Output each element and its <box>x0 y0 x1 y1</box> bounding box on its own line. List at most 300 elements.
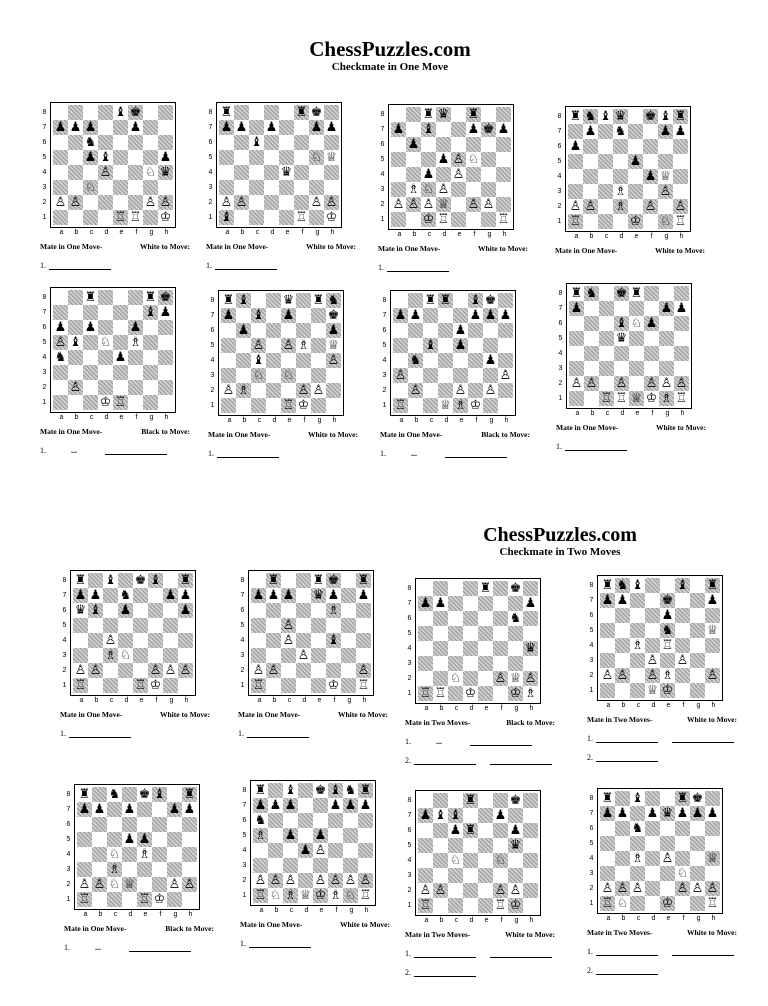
board-square <box>268 843 283 858</box>
board-square <box>393 308 408 323</box>
chess-diagram <box>60 570 210 704</box>
board-square <box>448 686 463 701</box>
board-square <box>53 290 68 305</box>
file-label: b <box>589 233 594 240</box>
board-square <box>423 398 438 413</box>
white-piece-icon: ♘ <box>108 847 121 862</box>
answer-blank-field[interactable] <box>105 453 167 455</box>
rank-label: 3 <box>240 652 245 659</box>
rank-label: 5 <box>589 627 594 634</box>
black-piece-icon: ♛ <box>74 603 87 618</box>
answer-blank-field[interactable] <box>596 741 658 743</box>
white-piece-icon: ♙ <box>646 653 659 668</box>
board-square <box>268 858 283 873</box>
board-square <box>167 832 182 847</box>
answer-blank-field[interactable] <box>387 270 449 272</box>
black-piece-icon: ♞ <box>614 124 627 139</box>
answer-blank-field[interactable] <box>470 744 532 746</box>
board-square <box>493 853 508 868</box>
white-piece-icon: ♙ <box>616 881 629 896</box>
white-piece-icon: ♔ <box>661 896 674 911</box>
board-square <box>148 588 163 603</box>
board-square <box>326 338 341 353</box>
board-square <box>152 892 167 907</box>
board-square <box>478 808 493 823</box>
board-square <box>326 633 341 648</box>
board-square <box>118 633 133 648</box>
board-square <box>628 184 643 199</box>
black-piece-icon: ♝ <box>449 808 462 823</box>
board-square <box>236 368 251 383</box>
rank-label: 8 <box>66 791 71 798</box>
board-square <box>583 214 598 229</box>
board-square <box>341 603 356 618</box>
board-square <box>600 668 615 683</box>
board-square <box>264 150 279 165</box>
board-square <box>167 877 182 892</box>
black-piece-icon: ♟ <box>93 802 106 817</box>
board-square <box>463 853 478 868</box>
board-square <box>453 323 468 338</box>
board-square <box>281 633 296 648</box>
answer-blank-field[interactable] <box>445 456 507 458</box>
board-square <box>53 380 68 395</box>
board-square <box>313 888 328 903</box>
board-square <box>643 154 658 169</box>
board-square <box>451 167 466 182</box>
board-square <box>478 611 493 626</box>
board-square <box>77 847 92 862</box>
black-piece-icon: ♜ <box>422 107 435 122</box>
board-square <box>249 165 264 180</box>
board-square <box>178 573 193 588</box>
file-labels <box>74 911 214 918</box>
board-square <box>328 798 343 813</box>
rank-label: 6 <box>42 139 47 146</box>
black-piece-icon: ♟ <box>454 323 467 338</box>
white-piece-icon: ♙ <box>359 873 372 888</box>
board-square <box>615 806 630 821</box>
white-piece-icon: ♙ <box>269 873 282 888</box>
black-piece-icon: ♟ <box>74 588 87 603</box>
white-piece-icon: ♙ <box>93 877 106 892</box>
board-square <box>356 603 371 618</box>
white-piece-icon: ♙ <box>314 873 327 888</box>
rank-labels <box>206 105 215 225</box>
board-square <box>77 832 92 847</box>
answer-blank-field[interactable] <box>565 449 627 451</box>
black-piece-icon: ♞ <box>84 135 97 150</box>
answer-blank-field[interactable] <box>414 763 476 765</box>
rank-label: 3 <box>407 660 412 667</box>
black-piece-icon: ♜ <box>467 107 480 122</box>
rank-label: 6 <box>242 817 247 824</box>
board-square <box>645 638 660 653</box>
black-piece-icon: ♚ <box>327 308 340 323</box>
black-piece-icon: ♟ <box>179 588 192 603</box>
caption-side-to-move: White to Move: <box>687 715 737 724</box>
board-square <box>113 335 128 350</box>
board-square <box>463 656 478 671</box>
white-piece-icon: ♙ <box>69 380 82 395</box>
rank-label: 4 <box>558 350 563 357</box>
board-square <box>264 210 279 225</box>
board-square <box>73 603 88 618</box>
board-square <box>599 301 614 316</box>
board-square <box>645 806 660 821</box>
board-square <box>251 573 266 588</box>
black-piece-icon: ♟ <box>138 832 151 847</box>
file-label: e <box>666 915 671 922</box>
rank-label: 7 <box>407 600 412 607</box>
board-square <box>137 787 152 802</box>
board-square <box>645 866 660 881</box>
board-square <box>600 821 615 836</box>
board-square <box>324 210 339 225</box>
black-piece-icon: ♟ <box>119 603 132 618</box>
board-square <box>152 877 167 892</box>
white-piece-icon: ♙ <box>482 197 495 212</box>
board-square <box>569 316 584 331</box>
black-piece-icon: ♜ <box>312 293 325 308</box>
file-label: g <box>347 697 352 704</box>
board-square <box>122 847 137 862</box>
white-piece-icon: ♗ <box>614 199 627 214</box>
board-square <box>83 105 98 120</box>
black-piece-icon: ♚ <box>134 573 147 588</box>
black-piece-icon: ♚ <box>615 286 628 301</box>
board-square <box>103 573 118 588</box>
white-piece-icon: ♙ <box>357 663 370 678</box>
white-piece-icon: ♗ <box>284 888 297 903</box>
white-piece-icon: ♖ <box>295 210 308 225</box>
board-square <box>158 365 173 380</box>
move-number: 1. <box>40 446 46 455</box>
answer-blank-field[interactable] <box>596 760 658 762</box>
board-square <box>583 169 598 184</box>
board-square <box>88 588 103 603</box>
file-label: g <box>489 417 494 424</box>
answer-blank-field[interactable] <box>490 763 552 765</box>
white-piece-icon: ♙ <box>329 873 342 888</box>
board-square <box>143 350 158 365</box>
white-piece-icon: ♔ <box>629 214 642 229</box>
answer-blank-field[interactable] <box>672 954 734 956</box>
board-square <box>311 618 326 633</box>
board-square <box>583 154 598 169</box>
board-square <box>343 828 358 843</box>
rank-labels <box>587 578 596 698</box>
white-piece-icon: ♙ <box>235 195 248 210</box>
answer-blank-field[interactable] <box>217 456 279 458</box>
answer-blank-field[interactable] <box>414 975 476 977</box>
board-square <box>496 197 511 212</box>
board-square <box>279 165 294 180</box>
board-square <box>468 383 483 398</box>
caption-side-to-move: White to Move: <box>308 430 358 439</box>
board-square <box>613 169 628 184</box>
board-square <box>158 395 173 410</box>
board-square <box>483 398 498 413</box>
board-square <box>583 109 598 124</box>
board-square <box>438 383 453 398</box>
board-square <box>221 398 236 413</box>
answer-lines <box>206 261 356 270</box>
board-square <box>418 838 433 853</box>
board-square <box>644 376 659 391</box>
file-label: d <box>124 697 129 704</box>
answer-blank-field[interactable] <box>69 736 131 738</box>
white-piece-icon: ♙ <box>183 877 196 892</box>
answer-blank-field[interactable] <box>49 268 111 270</box>
board-square <box>98 335 113 350</box>
white-piece-icon: ♙ <box>645 376 658 391</box>
board-square <box>358 798 373 813</box>
puzzle-card <box>238 570 388 748</box>
file-label: h <box>679 233 684 240</box>
board-square <box>478 656 493 671</box>
board-square <box>253 828 268 843</box>
board-square <box>673 139 688 154</box>
black-piece-icon: ♚ <box>310 105 323 120</box>
board-square <box>630 866 645 881</box>
white-piece-icon: ♖ <box>252 678 265 693</box>
board-square <box>158 380 173 395</box>
board-square <box>88 648 103 663</box>
board-square <box>266 588 281 603</box>
board-square <box>705 608 720 623</box>
board-square <box>630 638 645 653</box>
white-piece-icon: ♖ <box>254 888 267 903</box>
rank-label: 8 <box>557 113 562 120</box>
black-piece-icon: ♟ <box>659 124 672 139</box>
white-piece-icon: ♘ <box>630 316 643 331</box>
answer-blank-field[interactable] <box>215 268 277 270</box>
rank-label: 7 <box>42 309 47 316</box>
answer-lines <box>240 939 390 948</box>
board-square <box>599 286 614 301</box>
board-square <box>508 883 523 898</box>
board-frame <box>390 290 516 416</box>
answer-blank-field[interactable] <box>247 736 309 738</box>
board-square <box>615 896 630 911</box>
rank-label: 3 <box>589 870 594 877</box>
board-square <box>98 395 113 410</box>
file-label: h <box>680 410 685 417</box>
file-label: b <box>439 705 444 712</box>
board-square <box>628 124 643 139</box>
answer-blank-field[interactable] <box>672 741 734 743</box>
board-square <box>675 881 690 896</box>
board-square <box>614 361 629 376</box>
board-square <box>178 633 193 648</box>
board-square <box>283 858 298 873</box>
board-square <box>630 806 645 821</box>
white-piece-icon: ♙ <box>54 195 67 210</box>
board-square <box>251 678 266 693</box>
board-square <box>644 346 659 361</box>
board-square <box>436 167 451 182</box>
board-square <box>107 877 122 892</box>
file-labels <box>248 697 388 704</box>
board-square <box>133 678 148 693</box>
board-square <box>598 214 613 229</box>
board-square <box>53 395 68 410</box>
board-square <box>523 641 538 656</box>
answer-blank-field[interactable] <box>596 954 658 956</box>
board-square <box>152 802 167 817</box>
board-frame <box>250 780 376 906</box>
puzzle-caption <box>60 710 210 719</box>
file-label: h <box>504 417 509 424</box>
board-square <box>406 197 421 212</box>
board-square <box>118 618 133 633</box>
board-square <box>658 154 673 169</box>
black-piece-icon: ♟ <box>570 301 583 316</box>
answer-row <box>587 966 737 975</box>
file-label: b <box>242 417 247 424</box>
board-square <box>468 308 483 323</box>
board-square <box>675 608 690 623</box>
board-square <box>83 290 98 305</box>
board-square <box>466 137 481 152</box>
black-piece-icon: ♝ <box>422 122 435 137</box>
board-square <box>73 633 88 648</box>
board-square <box>249 105 264 120</box>
black-piece-icon: ♚ <box>484 293 497 308</box>
answer-blank-field[interactable] <box>414 956 476 958</box>
board-square <box>296 323 311 338</box>
board-square <box>660 593 675 608</box>
white-piece-icon: ♙ <box>159 195 172 210</box>
black-piece-icon: ♞ <box>616 578 629 593</box>
puzzle-caption <box>405 718 555 727</box>
white-piece-icon: ♘ <box>84 180 97 195</box>
file-label: h <box>362 697 367 704</box>
black-piece-icon: ♝ <box>434 808 447 823</box>
black-piece-icon: ♜ <box>706 578 719 593</box>
board-square <box>418 883 433 898</box>
white-piece-icon: ♙ <box>494 671 507 686</box>
puzzle-caption <box>238 710 388 719</box>
board-square <box>498 338 513 353</box>
board-square <box>644 391 659 406</box>
puzzle-card <box>380 290 530 468</box>
board-square <box>674 376 689 391</box>
board-square <box>705 791 720 806</box>
white-piece-icon: ♔ <box>149 678 162 693</box>
board-square <box>406 182 421 197</box>
board-square <box>628 109 643 124</box>
board-square <box>418 626 433 641</box>
black-piece-icon: ♟ <box>484 353 497 368</box>
board-square <box>523 838 538 853</box>
board-square <box>675 668 690 683</box>
board-square <box>178 678 193 693</box>
rank-label: 3 <box>62 652 67 659</box>
white-piece-icon: ♘ <box>676 866 689 881</box>
board-square <box>68 165 83 180</box>
board-square <box>98 180 113 195</box>
board-square <box>393 383 408 398</box>
file-label: h <box>502 231 507 238</box>
black-piece-icon: ♟ <box>329 798 342 813</box>
board-square <box>128 105 143 120</box>
board-square <box>279 180 294 195</box>
file-label: e <box>459 417 464 424</box>
board-square <box>660 851 675 866</box>
white-piece-icon: ♗ <box>138 847 151 862</box>
board-square <box>660 896 675 911</box>
board-square <box>148 618 163 633</box>
caption-mate-type: Mate in One Move- <box>238 710 301 719</box>
board-square <box>645 896 660 911</box>
white-piece-icon: ♙ <box>601 668 614 683</box>
rank-label: 6 <box>407 615 412 622</box>
board-square <box>421 167 436 182</box>
board-frame <box>388 104 514 230</box>
answer-blank-field[interactable] <box>129 950 191 952</box>
board-square <box>167 802 182 817</box>
board-square <box>408 293 423 308</box>
answer-blank-field[interactable] <box>490 956 552 958</box>
file-label: f <box>335 907 338 914</box>
board-square <box>659 361 674 376</box>
board-square <box>629 331 644 346</box>
board-square <box>296 293 311 308</box>
answer-blank-field[interactable] <box>596 973 658 975</box>
board-square <box>433 793 448 808</box>
black-piece-icon: ♝ <box>676 578 689 593</box>
move-number: 1. <box>587 947 593 956</box>
answer-row <box>556 442 706 451</box>
board-square <box>113 165 128 180</box>
black-piece-icon: ♜ <box>220 105 233 120</box>
board-square <box>674 331 689 346</box>
board-square <box>568 154 583 169</box>
board-square <box>296 633 311 648</box>
board-square <box>675 683 690 698</box>
board-square <box>436 197 451 212</box>
black-piece-icon: ♚ <box>644 109 657 124</box>
board-square <box>103 618 118 633</box>
board-square <box>328 828 343 843</box>
chess-diagram <box>40 287 190 421</box>
board-square <box>148 573 163 588</box>
rank-label: 5 <box>42 339 47 346</box>
chess-board <box>418 581 538 701</box>
white-piece-icon: ♙ <box>314 843 327 858</box>
file-label: c <box>636 702 641 709</box>
white-piece-icon: ♘ <box>119 648 132 663</box>
board-square <box>167 817 182 832</box>
board-square <box>358 888 373 903</box>
board-square <box>182 847 197 862</box>
board-square <box>451 137 466 152</box>
rank-label: 8 <box>62 577 67 584</box>
answer-blank-field[interactable] <box>249 946 311 948</box>
white-piece-icon: ♔ <box>159 210 172 225</box>
board-square <box>448 853 463 868</box>
board-square <box>53 305 68 320</box>
white-piece-icon: ♙ <box>312 383 325 398</box>
board-square <box>88 633 103 648</box>
caption-side-to-move: Black to Move: <box>506 718 555 727</box>
board-square <box>143 380 158 395</box>
white-piece-icon: ♙ <box>452 167 465 182</box>
board-square <box>309 120 324 135</box>
board-square <box>163 618 178 633</box>
